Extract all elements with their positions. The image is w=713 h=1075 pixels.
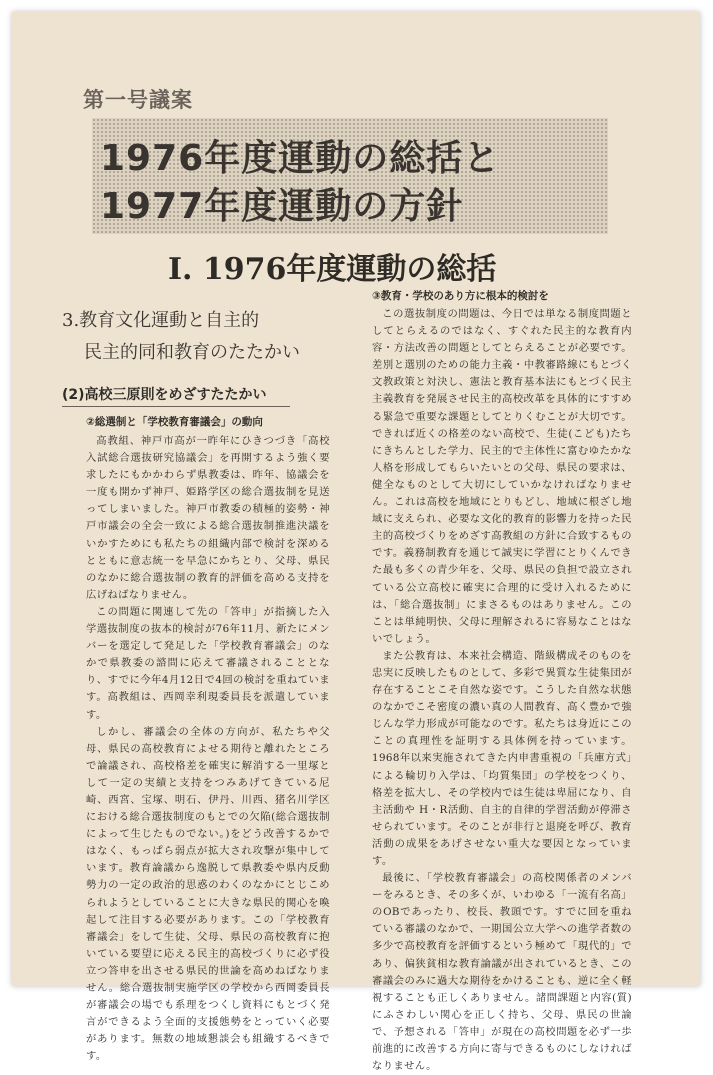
left-column-body: [86, 433, 330, 1063]
left-paragraph-1: 高教組、神戸市高が一昨年にひきつづき「高校入試総合選抜研究協議会」を再開するよう強く要求したにもかかわらず県教委は、昨年、協議会を一度も開かず神戸、姫路学区の総合選抜制を見送ってしまいました。神戸市教委の積極的姿勢・神戸市議会の全会一致による総合選抜制推進決議をいかすためにも私たちの組織内部で検討を深めるとともに意志統一を早急にかちとり、父母、県民のなかに総合選抜制の教育的評価を高める支持を広げねばなりません。: [86, 435, 330, 601]
subsection-title-line-2: 民主的同和教育のたたかい: [84, 342, 300, 363]
left-column-heading: ②総選制と「学校教育審議会」の動向: [86, 416, 263, 428]
left-paragraph-2: この問題に関連して先の「答申」が指摘した入学選抜制度の抜本的検討が76年11月、新たにメンバーを選定して発足した「学校教育審議会」のなかで県教委の諮問に応えて審議されることとなり、すでに今年4月12日で4回の検討を重ねています。高教組は、西岡幸利現委員長を派遣しています。: [86, 605, 330, 721]
heading-underline: [62, 406, 290, 407]
subsection-title-line-1: 3.教育文化運動と自主的: [62, 310, 260, 331]
right-paragraph-1: この選抜制度の問題は、今日では単なる制度問題としてとらえるのではなく、すぐれた民主的な教育内容・方法改善の問題としてとらえることが必要です。差別と選別のための能力主義・中教審路線にもとづく文教政策と対決し、憲法と教育基本法にもとづく民主主義教育を発展させ民主的高校改革を具体的にすすめる緊急で重要な課題としてとりくむことが大切です。できれば近くの格差のない高校で、生徒(こども)たちにきちんとした学力、民主的で主体性に富むゆたかな人格を形成してもらいたいとの父母、県民の要求は、健全なものとして大切にしていかなければなりません。これは高校を地域にとりもどし、地域に根ざし地域に支えられ、必要な文化的教育的影響力を持った民主的高校づくりをめざす高教組の方針に合致するものです。義務制教育を通じて誠実に学習にとりくんできた最も多くの青少年を、父母、県民の負担で設立されている公立高校に確実に合理的に受け入れるためには、「総合選抜制」にまさるものはありません。このことは単純明快、父母に理解されるに容易なことはないでしょう。: [372, 308, 632, 645]
right-column-body: [372, 306, 632, 1073]
section-title: Ⅰ. 1976年度運動の総括: [168, 252, 497, 287]
main-title-line-2: 1977年度運動の方針: [100, 186, 464, 227]
right-column-heading: ③教育・学校のあり方に根本的検討を: [372, 290, 549, 302]
agenda-number: 第一号議案: [83, 88, 193, 112]
main-title-line-1: 1976年度運動の総括と: [100, 138, 501, 179]
left-paragraph-3: しかし、審議会の全体の方向が、私たちや父母、県民の高校教育によせる期待と離れたところで論議され、高校格差を確実に解消する一里塚として一定の実績と支持をつみあげてきている尼崎、西宮、宝塚、明石、伊丹、川西、猪名川学区における総合選抜制度のもとでの欠陥(総合選抜制によって生じたものでない。)をどう改善するかではなく、もっぱら弱点が拡大され攻撃が集中しています。教育論議から逸脱して県教委や県内反動勢力の一定の政治的思惑のわくのなかにとじこめられようとしていることに大きな県民的関心を喚起して注目する必要があります。この「学校教育審議会」をして生徒、父母、県民の高校教育に抱いている要望に応える民主的高校づくりに必ず役立つ答申を出させる県民的世論を高めねばなりません。総合選抜制実施学区の学校から西岡委員長が審議会の場でも系理をつくし資料にもとづく発言ができるよう全面的支援態勢をとっていく必要があります。無数の地域懇談会も組織するべきです。: [86, 725, 330, 1063]
right-paragraph-2: また公教育は、本来社会構造、階級構成そのものを忠実に反映したものとして、多彩で異質な生徒集団が存在することこそ自然な姿です。こうした自然な状態のなかでこそ密度の濃い真の人間教育、高く豊かで強じんな学力形成が可能なのです。私たちは身近にこのことの真理性を証明する具体例を持っています。1968年以来実施されてきた内申書重視の「兵庫方式」による輪切り入学は、「均質集団」の学校をつくり、格差を拡大し、その学校内では生徒は卑屈になり、自主活動や H・R活動、自主的自律的学習活動が停滞させられています。そのことが非行と退廃を呼び、教育活動の成果をあげさせない重大な要因となっています。: [372, 649, 632, 867]
part-heading: (2)高校三原則をめざすたたかい: [62, 387, 267, 403]
right-paragraph-3: 最後に、「学校教育審議会」の高校関係者のメンバーをみるとき、その多くが、いわゆる「一流有名高」のOBであったり、校長、教頭です。すでに回を重ねている審議のなかで、一期国公立大学への進学者数の多少で高校教育を評価するという極めて「現代的」であり、偏狭貧相な教育論議が出されているとき、この審議会のみに過大な期待をかけることも、逆に全く軽視することも正しくありません。諸問課題と内容(質)にふさわしい関心を正しく持ち、父母、県民の世論で、予想される「答申」が現在の高校問題を必ず一歩前進的に改善する方向に寄与できるものにしなければなりません。: [372, 872, 632, 1073]
